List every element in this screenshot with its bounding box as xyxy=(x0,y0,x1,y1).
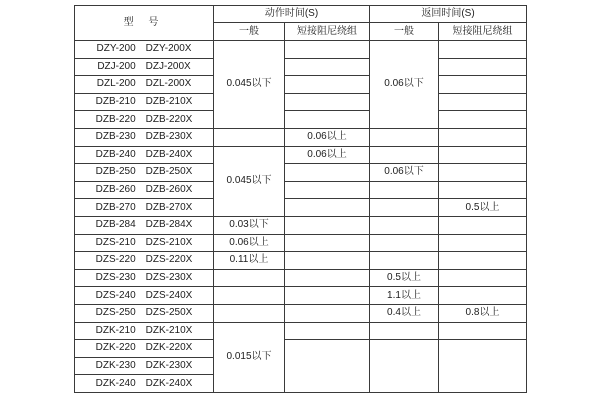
action-damping-cell xyxy=(285,58,370,76)
action-general-cell xyxy=(214,128,285,146)
action-general-cell xyxy=(214,269,285,287)
model-name: DZB-220X xyxy=(145,113,193,125)
action-damping-cell: 0.06以上 xyxy=(285,146,370,164)
model-name: DZK-240X xyxy=(145,377,193,389)
table-row xyxy=(75,76,527,94)
model-pair xyxy=(75,79,213,89)
model-name: DZK-210 xyxy=(95,324,136,336)
return-damping-cell: 0.8以上 xyxy=(439,304,527,322)
model-pair xyxy=(75,203,213,213)
return-damping-cell: 0.5以上 xyxy=(439,199,527,217)
table-row xyxy=(75,181,527,199)
action-damping-cell xyxy=(285,269,370,287)
model-pair xyxy=(75,62,213,72)
model-cell xyxy=(75,252,214,270)
model-name: DZL-200 xyxy=(96,78,136,90)
model-cell xyxy=(75,234,214,252)
model-pair xyxy=(75,97,213,107)
model-cell xyxy=(75,375,214,393)
action-damping-cell xyxy=(285,199,370,217)
return-general-cell xyxy=(370,252,439,270)
return-damping-cell xyxy=(439,252,527,270)
action-damping-cell xyxy=(285,216,370,234)
return-damping-cell xyxy=(439,93,527,111)
model-name: DZK-220X xyxy=(145,342,193,354)
table-row xyxy=(75,146,527,164)
return-damping-cell xyxy=(439,234,527,252)
model-name: DZL-200X xyxy=(145,78,192,90)
spec-table-body xyxy=(75,41,527,393)
model-name: DZB-240 xyxy=(95,148,136,160)
action-damping-cell xyxy=(285,164,370,182)
model-name: DZS-210 xyxy=(95,236,136,248)
model-name: DZY-200 xyxy=(96,43,136,55)
return-damping-cell xyxy=(439,41,527,59)
model-cell xyxy=(75,93,214,111)
table-row xyxy=(75,269,527,287)
table-row xyxy=(75,111,527,129)
action-damping-cell xyxy=(285,252,370,270)
model-pair xyxy=(75,150,213,160)
return-general-cell xyxy=(370,234,439,252)
table-row xyxy=(75,234,527,252)
return-damping-cell xyxy=(439,322,527,340)
model-cell xyxy=(75,322,214,340)
col-header-action-general: 一般 xyxy=(214,23,285,41)
model-name: DZB-230X xyxy=(145,131,193,143)
model-name: DZS-240 xyxy=(95,289,136,301)
action-damping-cell xyxy=(285,234,370,252)
table-row xyxy=(75,322,527,340)
table-row xyxy=(75,58,527,76)
spec-table xyxy=(74,5,527,393)
model-name: DZB-270X xyxy=(145,201,193,213)
model-pair xyxy=(75,308,213,318)
return-general-cell: 0.4以上 xyxy=(370,304,439,322)
action-damping-cell xyxy=(285,41,370,59)
model-name: DZS-250 xyxy=(95,307,136,319)
action-damping-cell xyxy=(285,340,370,393)
return-general-cell: 0.06以下 xyxy=(370,41,439,129)
action-general-cell xyxy=(214,304,285,322)
action-general-cell: 0.015以下 xyxy=(214,322,285,392)
col-header-action-damping: 短接阻尼绕组 xyxy=(285,23,370,41)
model-cell xyxy=(75,146,214,164)
action-general-cell: 0.11以上 xyxy=(214,252,285,270)
return-damping-cell xyxy=(439,340,527,393)
model-name: DZB-230 xyxy=(95,131,136,143)
model-name: DZK-230X xyxy=(145,359,193,371)
model-pair xyxy=(75,255,213,265)
table-header xyxy=(75,6,527,41)
model-pair xyxy=(75,185,213,195)
model-name: DZK-240 xyxy=(95,377,136,389)
model-cell xyxy=(75,41,214,59)
model-pair xyxy=(75,220,213,230)
table-row xyxy=(75,304,527,322)
return-damping-cell xyxy=(439,164,527,182)
action-damping-cell xyxy=(285,76,370,94)
model-name: DZS-220X xyxy=(145,254,193,266)
model-name: DZB-284 xyxy=(95,219,136,231)
model-name: DZB-210X xyxy=(145,96,193,108)
return-general-cell xyxy=(370,199,439,217)
return-damping-cell xyxy=(439,128,527,146)
model-name: DZB-270 xyxy=(95,201,136,213)
model-name: DZK-210X xyxy=(145,324,193,336)
model-pair xyxy=(75,44,213,54)
return-general-cell xyxy=(370,128,439,146)
action-damping-cell: 0.06以上 xyxy=(285,128,370,146)
action-damping-cell xyxy=(285,304,370,322)
model-pair xyxy=(75,132,213,142)
return-general-cell xyxy=(370,181,439,199)
model-cell xyxy=(75,269,214,287)
return-damping-cell xyxy=(439,76,527,94)
return-general-cell xyxy=(370,340,439,393)
model-pair xyxy=(75,379,213,389)
model-name: DZJ-200 xyxy=(97,60,136,72)
model-cell xyxy=(75,164,214,182)
model-name: DZJ-200X xyxy=(145,60,191,72)
return-damping-cell xyxy=(439,58,527,76)
table-row xyxy=(75,93,527,111)
model-name: DZS-240X xyxy=(145,289,193,301)
col-header-return-general: 一般 xyxy=(370,23,439,41)
col-header-return-damping: 短接阻尼绕组 xyxy=(439,23,527,41)
return-general-cell xyxy=(370,146,439,164)
action-general-cell: 0.045以下 xyxy=(214,41,285,129)
action-damping-cell xyxy=(285,111,370,129)
return-general-cell: 0.5以上 xyxy=(370,269,439,287)
model-name: DZS-230X xyxy=(145,272,193,284)
action-damping-cell xyxy=(285,322,370,340)
return-general-cell: 0.06以下 xyxy=(370,164,439,182)
table-row xyxy=(75,128,527,146)
model-name: DZB-220 xyxy=(95,113,136,125)
model-pair xyxy=(75,326,213,336)
model-name: DZS-250X xyxy=(145,307,193,319)
model-name: DZK-230 xyxy=(95,359,136,371)
model-name: DZY-200X xyxy=(145,43,192,55)
model-cell xyxy=(75,76,214,94)
table-row xyxy=(75,164,527,182)
model-name: DZB-260 xyxy=(95,184,136,196)
return-damping-cell xyxy=(439,181,527,199)
table-row xyxy=(75,287,527,305)
model-cell xyxy=(75,216,214,234)
model-pair xyxy=(75,167,213,177)
model-pair xyxy=(75,291,213,301)
return-damping-cell xyxy=(439,287,527,305)
return-damping-cell xyxy=(439,146,527,164)
action-damping-cell xyxy=(285,287,370,305)
action-damping-cell xyxy=(285,181,370,199)
model-cell xyxy=(75,287,214,305)
model-cell xyxy=(75,128,214,146)
col-header-action-time: 动作时间(S) xyxy=(214,6,370,23)
model-cell xyxy=(75,304,214,322)
model-pair xyxy=(75,238,213,248)
model-cell xyxy=(75,340,214,358)
return-general-cell xyxy=(370,322,439,340)
model-name: DZS-220 xyxy=(95,254,136,266)
model-name: DZS-230 xyxy=(95,272,136,284)
col-header-return-time: 返回时间(S) xyxy=(370,6,527,23)
model-name: DZB-210 xyxy=(95,96,136,108)
model-name: DZB-250 xyxy=(95,166,136,178)
model-name: DZS-210X xyxy=(145,236,193,248)
action-general-cell xyxy=(214,287,285,305)
model-cell xyxy=(75,199,214,217)
model-cell xyxy=(75,357,214,375)
table-row xyxy=(75,199,527,217)
return-damping-cell xyxy=(439,111,527,129)
return-damping-cell xyxy=(439,269,527,287)
action-general-cell: 0.06以上 xyxy=(214,234,285,252)
table-row xyxy=(75,216,527,234)
model-name: DZB-250X xyxy=(145,166,193,178)
model-cell xyxy=(75,181,214,199)
model-cell xyxy=(75,111,214,129)
model-cell xyxy=(75,58,214,76)
model-name: DZB-240X xyxy=(145,148,193,160)
model-name: DZB-284X xyxy=(145,219,193,231)
table-row xyxy=(75,252,527,270)
return-general-cell: 1.1以上 xyxy=(370,287,439,305)
return-damping-cell xyxy=(439,216,527,234)
action-general-cell: 0.03以下 xyxy=(214,216,285,234)
table-row xyxy=(75,41,527,59)
action-general-cell: 0.045以下 xyxy=(214,146,285,216)
action-damping-cell xyxy=(285,93,370,111)
header-row-groups xyxy=(75,6,527,23)
return-general-cell xyxy=(370,216,439,234)
model-name: DZK-220 xyxy=(95,342,136,354)
model-pair xyxy=(75,361,213,371)
model-pair xyxy=(75,273,213,283)
model-name: DZB-260X xyxy=(145,184,193,196)
col-header-model: 型 号 xyxy=(75,6,214,41)
table-row xyxy=(75,340,527,358)
model-pair xyxy=(75,115,213,125)
model-pair xyxy=(75,343,213,353)
